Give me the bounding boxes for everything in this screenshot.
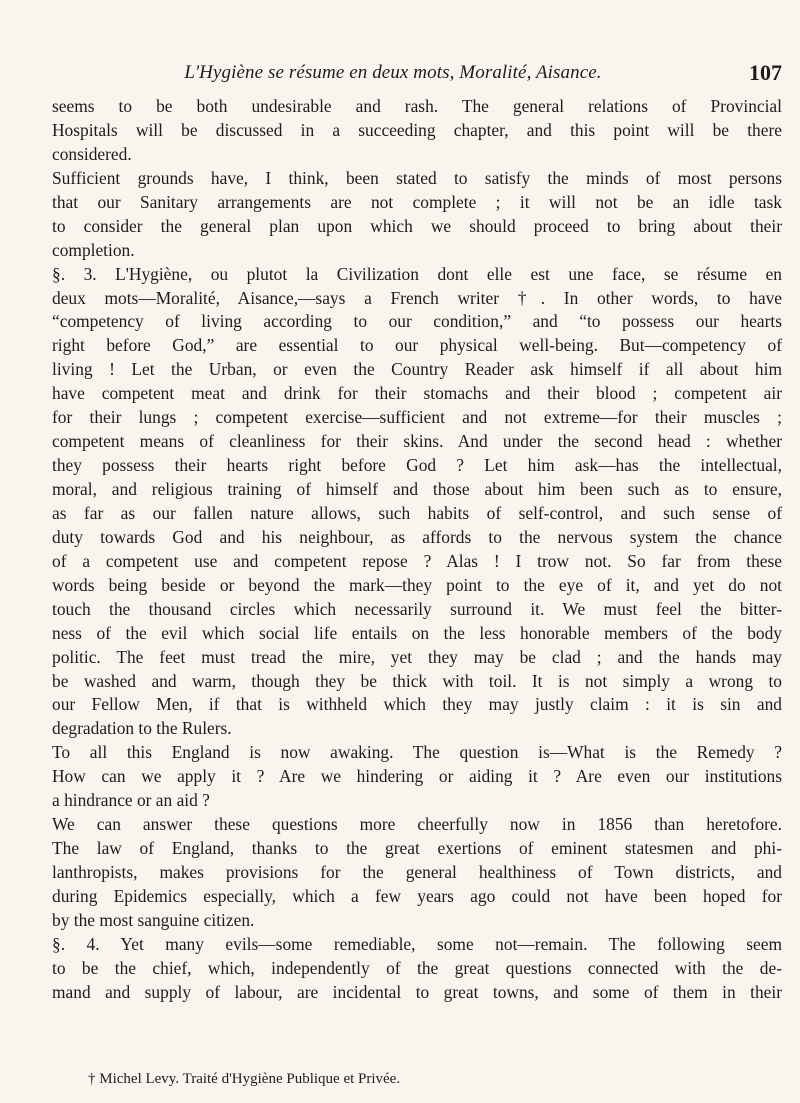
text-line: How can we apply it ? Are we hindering or aiding it ? Are even our institutions [52, 766, 782, 787]
text-line: words being beside or beyond the mark—they point to the eye of it, and yet do not [52, 574, 782, 595]
text-line: We can answer these questions more cheerfully now in 1856 than heretofore. [52, 814, 782, 835]
text-line: be washed and warm, though they be thick with toil. It is not simply a wrong to [52, 670, 782, 691]
text-line: degradation to the Rulers. [52, 718, 232, 739]
text-line: competent means of cleanliness for their skins. And under the second head : whether [52, 431, 782, 452]
text-line: as far as our fallen nature allows, such habits of self-control, and such sense of [52, 502, 782, 523]
text-line: our Fellow Men, if that is withheld which they may justly claim : it is sin and [52, 694, 782, 715]
page-number: 107 [749, 60, 782, 85]
text-line: to consider the general plan upon which we should proceed to bring about their [52, 215, 782, 236]
text-line: mand and supply of labour, are incidental to great towns, and some of them in their [52, 981, 782, 1002]
text-line: “competency of living according to our condition,” and “to possess our hearts [52, 311, 782, 332]
text-line: for their lungs ; competent exercise—sufficient and not extreme—for their muscles ; [52, 407, 782, 428]
text-line: touch the thousand circles which necessarily surround it. We must feel the bitter- [52, 598, 782, 619]
text-line: they possess their hearts right before God ? Let him ask—has the intellectual, [52, 455, 782, 476]
text-line: that our Sanitary arrangements are not complete ; it will not be an idle task [52, 191, 782, 212]
text-line: have competent meat and drink for their stomachs and their blood ; competent air [52, 383, 782, 404]
footnote: † Michel Levy. Traité d'Hygiène Publique et Privée. [88, 1071, 401, 1087]
text-line: §. 4. Yet many evils—some remediable, some not—remain. The following seem [52, 933, 782, 954]
running-head [52, 62, 782, 92]
text-line: lanthropists, makes provisions for the general healthiness of Town districts, and [52, 862, 782, 882]
text-line: living ! Let the Urban, or even the Country Reader ask himself if all about him [52, 359, 782, 380]
text-line: ness of the evil which social life entails on the less honorable members of the body [52, 622, 782, 643]
text-line: Hospitals will be discussed in a succeeding chapter, and this point will be there [52, 119, 782, 140]
text-line: §. 3. L'Hygiène, ou plutot la Civilization dont elle est une face, se résume en [52, 263, 782, 284]
text-line: to be the chief, which, independently of the great questions connected with the de- [52, 957, 782, 978]
body-text [52, 95, 782, 1005]
text-line: seems to be both undesirable and rash. The general relations of Provincial [52, 96, 782, 116]
text-line: deux mots—Moralité, Aisance,—says a French writer †. In other words, to have [52, 287, 782, 308]
text-line: moral, and religious training of himself and those about him been such as to ensure, [52, 479, 782, 499]
text-line: during Epidemics especially, which a few years ago could not have been hoped for [52, 885, 782, 906]
text-line: politic. The feet must tread the mire, yet they may be clad ; and the hands may [52, 646, 782, 667]
text-line: of a competent use and competent repose ? Alas ! I trow not. So far from these [52, 550, 782, 571]
text-line: by the most sanguine citizen. [52, 909, 255, 930]
text-line: Sufficient grounds have, I think, been stated to satisfy the minds of most persons [52, 167, 782, 188]
text-line: duty towards God and his neighbour, as affords to the nervous system the chance [52, 526, 782, 547]
text-line: To all this England is now awaking. The question is—What is the Remedy ? [52, 742, 782, 763]
running-title: L'Hygiène se résume en deux mots, Moralité, Aisance. [184, 62, 602, 83]
text-line: a hindrance or an aid ? [52, 790, 210, 811]
text-line: right before God,” are essential to our physical well-being. But—competency of [52, 335, 782, 356]
text-line: completion. [52, 239, 135, 260]
text-line: The law of England, thanks to the great exertions of eminent statesmen and phi- [52, 838, 782, 859]
text-line: considered. [52, 143, 132, 164]
